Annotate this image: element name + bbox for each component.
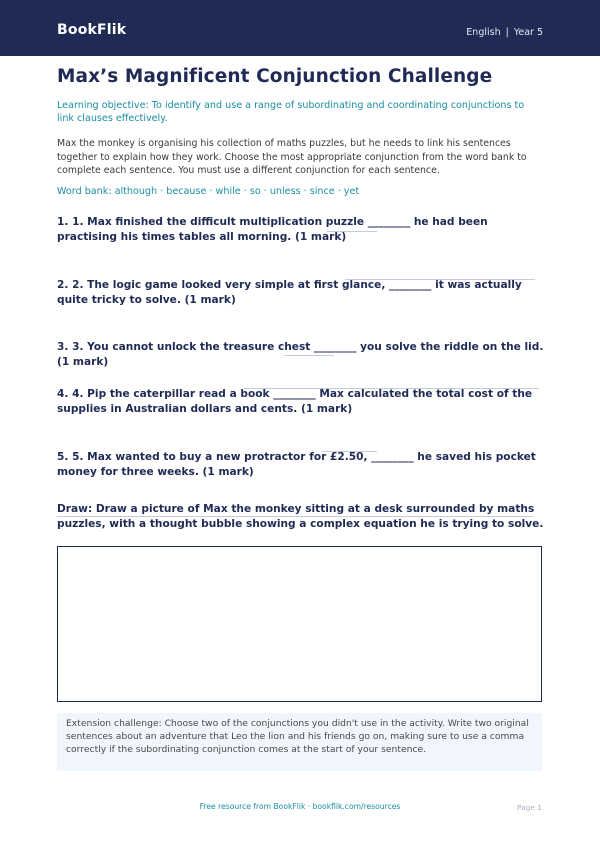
answer-line-2[interactable] <box>345 279 535 280</box>
learning-objective: Learning objective: To identify and use a range of subordinating and coordinating conjunctions to link clauses effectively. <box>57 100 525 124</box>
year-label: Year 5 <box>513 27 543 38</box>
page-title: Max’s Magnificent Conjunction Challenge <box>57 66 493 87</box>
draw-prompt-underline <box>57 516 533 517</box>
answer-line-4[interactable] <box>244 388 539 389</box>
draw-prompt: Draw: Draw a picture of Max the monkey sitting at a desk surrounded by maths puzzles, with a thought bubble showing a complex equation he is trying to solve. <box>57 503 544 530</box>
page-number: Page 1 <box>517 803 542 812</box>
meta-separator: | <box>505 27 509 38</box>
footer-resource-link[interactable]: Free resource from BookFlik · bookflik.com/resources <box>199 802 401 811</box>
question-4: 4. 4. Pip the caterpillar read a book ________ Max calculated the total cost of the supplies in Australian dollars and cents. (1 mark) <box>57 388 533 415</box>
subject-label: English <box>466 27 501 38</box>
question-5: 5. 5. Max wanted to buy a new protractor for £2.50, ________ he saved his pocket money for three weeks. (1 mark) <box>57 451 536 478</box>
extension-challenge: Extension challenge: Choose two of the conjunctions you didn't use in the activity. Write two original sentences about an adventure that Leo the lion and his friends go on, making sure to use a comma correctly if the subordinating conjunction comes at the start of your sentence. <box>57 713 542 771</box>
answer-line-1[interactable] <box>327 231 377 232</box>
brand-logo: BookFlik <box>57 22 127 38</box>
answer-line-5[interactable] <box>322 451 377 452</box>
page-header <box>0 0 600 56</box>
answer-line-3[interactable] <box>284 355 334 356</box>
intro-text: Max the monkey is organising his collection of maths puzzles, but he needs to link his sentences together to explain how they work. Choose the most appropriate conjunction from the word bank to complete each sentence. You must use a different conjunction for each sentence. <box>57 138 527 176</box>
drawing-area[interactable] <box>57 546 542 702</box>
question-2: 2. 2. The logic game looked very simple at first glance, ________ it was actually quite tricky to solve. (1 mark) <box>57 279 522 306</box>
question-1: 1. 1. Max finished the difficult multiplication puzzle ________ he had been practising his times tables all morning. (1 mark) <box>57 216 488 243</box>
question-3: 3. 3. You cannot unlock the treasure chest ________ you solve the riddle on the lid. (1 mark) <box>57 341 544 368</box>
subject-year <box>466 27 543 38</box>
word-bank: Word bank: although · because · while · so · unless · since · yet <box>57 186 360 197</box>
